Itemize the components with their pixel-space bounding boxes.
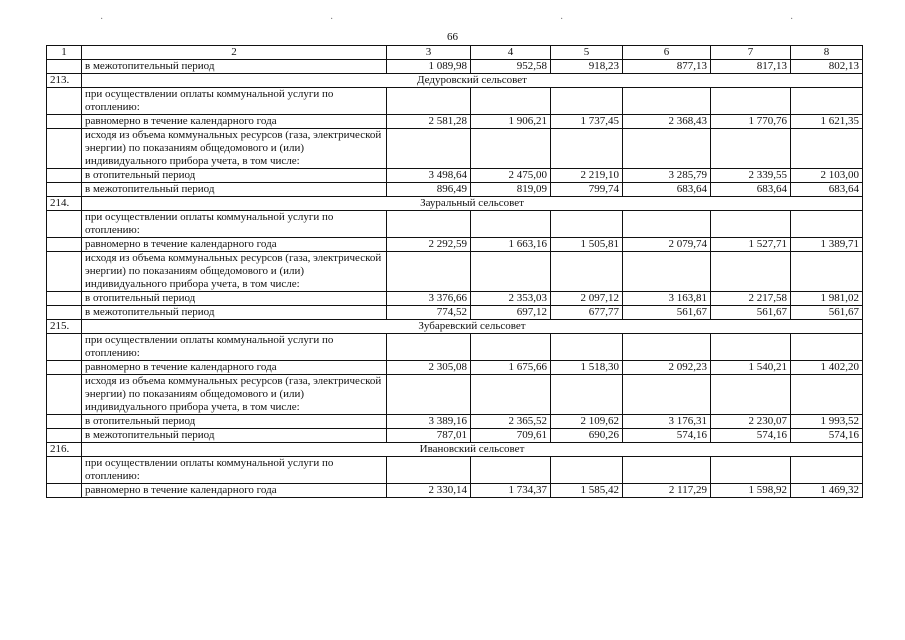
row-description: при осуществлении оплаты коммунальной услуги по отоплению: [82,88,387,115]
value-cell: 2 092,23 [623,361,711,375]
value-cell [551,129,623,169]
value-cell: 1 993,52 [791,415,863,429]
value-cell: 1 598,92 [711,484,791,498]
row-number [47,88,82,115]
value-cell: 2 219,10 [551,169,623,183]
column-header: 4 [471,46,551,60]
value-cell [387,334,471,361]
row-number [47,415,82,429]
value-cell: 3 498,64 [387,169,471,183]
section-title: Зубаревский сельсовет [82,320,863,334]
value-cell [471,334,551,361]
table-row [47,457,863,484]
value-cell [471,375,551,415]
header-row [47,46,863,60]
row-description: в межотопительный период [82,183,387,197]
value-cell: 799,74 [551,183,623,197]
value-cell: 2 368,43 [623,115,711,129]
value-cell: 952,58 [471,60,551,74]
value-cell [551,252,623,292]
scan-mark: · [100,14,104,25]
row-number [47,115,82,129]
section-title: Дедуровский сельсовет [82,74,863,88]
row-description: при осуществлении оплаты коммунальной услуги по отоплению: [82,334,387,361]
value-cell: 2 365,52 [471,415,551,429]
column-header: 2 [82,46,387,60]
value-cell [471,211,551,238]
value-cell [791,211,863,238]
table-row [47,115,863,129]
value-cell [711,88,791,115]
row-number [47,60,82,74]
value-cell [711,457,791,484]
row-number: 216. [47,443,82,457]
value-cell: 3 376,66 [387,292,471,306]
value-cell: 2 097,12 [551,292,623,306]
value-cell: 683,64 [791,183,863,197]
value-cell: 574,16 [711,429,791,443]
value-cell: 3 389,16 [387,415,471,429]
value-cell: 1 089,98 [387,60,471,74]
value-cell [471,88,551,115]
value-cell: 1 737,45 [551,115,623,129]
value-cell: 2 339,55 [711,169,791,183]
value-cell: 2 581,28 [387,115,471,129]
value-cell: 3 163,81 [623,292,711,306]
table-row [47,60,863,74]
row-description: в отопительный период [82,292,387,306]
row-description: равномерно в течение календарного года [82,361,387,375]
value-cell [551,211,623,238]
value-cell: 2 305,08 [387,361,471,375]
value-cell: 2 109,62 [551,415,623,429]
row-number: 215. [47,320,82,334]
row-number: 213. [47,74,82,88]
value-cell [791,334,863,361]
scan-mark: · [330,14,334,25]
value-cell: 1 402,20 [791,361,863,375]
column-header: 6 [623,46,711,60]
value-cell: 1 734,37 [471,484,551,498]
row-number [47,183,82,197]
value-cell: 918,23 [551,60,623,74]
value-cell: 817,13 [711,60,791,74]
table-row [47,334,863,361]
column-header: 7 [711,46,791,60]
row-number [47,129,82,169]
value-cell: 1 981,02 [791,292,863,306]
section-row [47,197,863,211]
table-row [47,252,863,292]
value-cell: 1 770,76 [711,115,791,129]
row-description: в межотопительный период [82,306,387,320]
value-cell: 2 103,00 [791,169,863,183]
value-cell [623,334,711,361]
value-cell: 1 469,32 [791,484,863,498]
section-title: Ивановский сельсовет [82,443,863,457]
row-number [47,306,82,320]
row-description: исходя из объема коммунальных ресурсов (газа, электрической энергии) по показаниям общедомового и (или) индивидуального прибора учета, в том числе: [82,129,387,169]
table-row [47,292,863,306]
value-cell: 2 292,59 [387,238,471,252]
value-cell [551,334,623,361]
value-cell: 2 230,07 [711,415,791,429]
value-cell [623,129,711,169]
value-cell [791,252,863,292]
row-description: при осуществлении оплаты коммунальной услуги по отоплению: [82,457,387,484]
row-description: равномерно в течение календарного года [82,238,387,252]
value-cell [791,88,863,115]
value-cell [387,211,471,238]
scan-mark: · [560,14,564,25]
row-number [47,211,82,238]
row-description: равномерно в течение календарного года [82,484,387,498]
value-cell: 561,67 [623,306,711,320]
value-cell: 683,64 [623,183,711,197]
value-cell [791,375,863,415]
value-cell [387,88,471,115]
value-cell: 561,67 [791,306,863,320]
section-row [47,443,863,457]
value-cell [471,252,551,292]
table-row [47,415,863,429]
column-header: 3 [387,46,471,60]
value-cell: 2 330,14 [387,484,471,498]
value-cell: 683,64 [711,183,791,197]
table-row [47,429,863,443]
value-cell: 3 176,31 [623,415,711,429]
value-cell: 1 906,21 [471,115,551,129]
value-cell [791,129,863,169]
table-row [47,129,863,169]
value-cell: 1 540,21 [711,361,791,375]
section-row [47,74,863,88]
section-title: Зауральный сельсовет [82,197,863,211]
row-number [47,361,82,375]
scan-mark: · [790,14,794,25]
value-cell [623,375,711,415]
table-row [47,211,863,238]
value-cell [623,457,711,484]
row-description: при осуществлении оплаты коммунальной услуги по отоплению: [82,211,387,238]
value-cell: 1 527,71 [711,238,791,252]
value-cell [711,334,791,361]
value-cell: 1 675,66 [471,361,551,375]
table-row [47,484,863,498]
value-cell [551,375,623,415]
value-cell: 896,49 [387,183,471,197]
table-row [47,183,863,197]
row-number [47,292,82,306]
row-number [47,457,82,484]
row-description: равномерно в течение календарного года [82,115,387,129]
value-cell: 1 518,30 [551,361,623,375]
column-header: 8 [791,46,863,60]
value-cell: 561,67 [711,306,791,320]
value-cell [623,252,711,292]
row-description: в отопительный период [82,415,387,429]
table-row [47,88,863,115]
value-cell [387,457,471,484]
value-cell: 2 079,74 [623,238,711,252]
section-row [47,320,863,334]
page-number: 66 [447,31,458,43]
value-cell: 574,16 [623,429,711,443]
table-row [47,238,863,252]
row-number [47,429,82,443]
value-cell [471,129,551,169]
tariff-table [46,45,863,498]
value-cell [791,457,863,484]
row-description: исходя из объема коммунальных ресурсов (газа, электрической энергии) по показаниям общедомового и (или) индивидуального прибора учета, в том числе: [82,252,387,292]
row-description: в отопительный период [82,169,387,183]
row-number [47,252,82,292]
value-cell [711,252,791,292]
value-cell: 3 285,79 [623,169,711,183]
value-cell: 574,16 [791,429,863,443]
row-description: в межотопительный период [82,429,387,443]
value-cell: 697,12 [471,306,551,320]
value-cell [623,211,711,238]
row-description: исходя из объема коммунальных ресурсов (газа, электрической энергии) по показаниям общедомового и (или) индивидуального прибора учета, в том числе: [82,375,387,415]
value-cell: 2 475,00 [471,169,551,183]
value-cell [551,457,623,484]
row-number: 214. [47,197,82,211]
value-cell [623,88,711,115]
value-cell [711,211,791,238]
table-body [47,46,863,498]
value-cell: 877,13 [623,60,711,74]
value-cell: 1 663,16 [471,238,551,252]
value-cell [711,375,791,415]
row-number [47,169,82,183]
table-row [47,306,863,320]
row-number [47,334,82,361]
value-cell: 1 389,71 [791,238,863,252]
row-number [47,375,82,415]
value-cell [471,457,551,484]
row-number [47,238,82,252]
value-cell: 774,52 [387,306,471,320]
value-cell: 690,26 [551,429,623,443]
row-description: в межотопительный период [82,60,387,74]
value-cell: 819,09 [471,183,551,197]
column-header: 5 [551,46,623,60]
value-cell: 802,13 [791,60,863,74]
value-cell [387,375,471,415]
value-cell: 677,77 [551,306,623,320]
table-row [47,361,863,375]
value-cell: 2 353,03 [471,292,551,306]
value-cell [387,129,471,169]
value-cell [551,88,623,115]
value-cell: 2 217,58 [711,292,791,306]
row-number [47,484,82,498]
value-cell: 2 117,29 [623,484,711,498]
value-cell: 709,61 [471,429,551,443]
table-row [47,375,863,415]
value-cell: 1 621,35 [791,115,863,129]
value-cell [387,252,471,292]
table-row [47,169,863,183]
value-cell: 1 585,42 [551,484,623,498]
value-cell: 1 505,81 [551,238,623,252]
value-cell: 787,01 [387,429,471,443]
value-cell [711,129,791,169]
column-header: 1 [47,46,82,60]
